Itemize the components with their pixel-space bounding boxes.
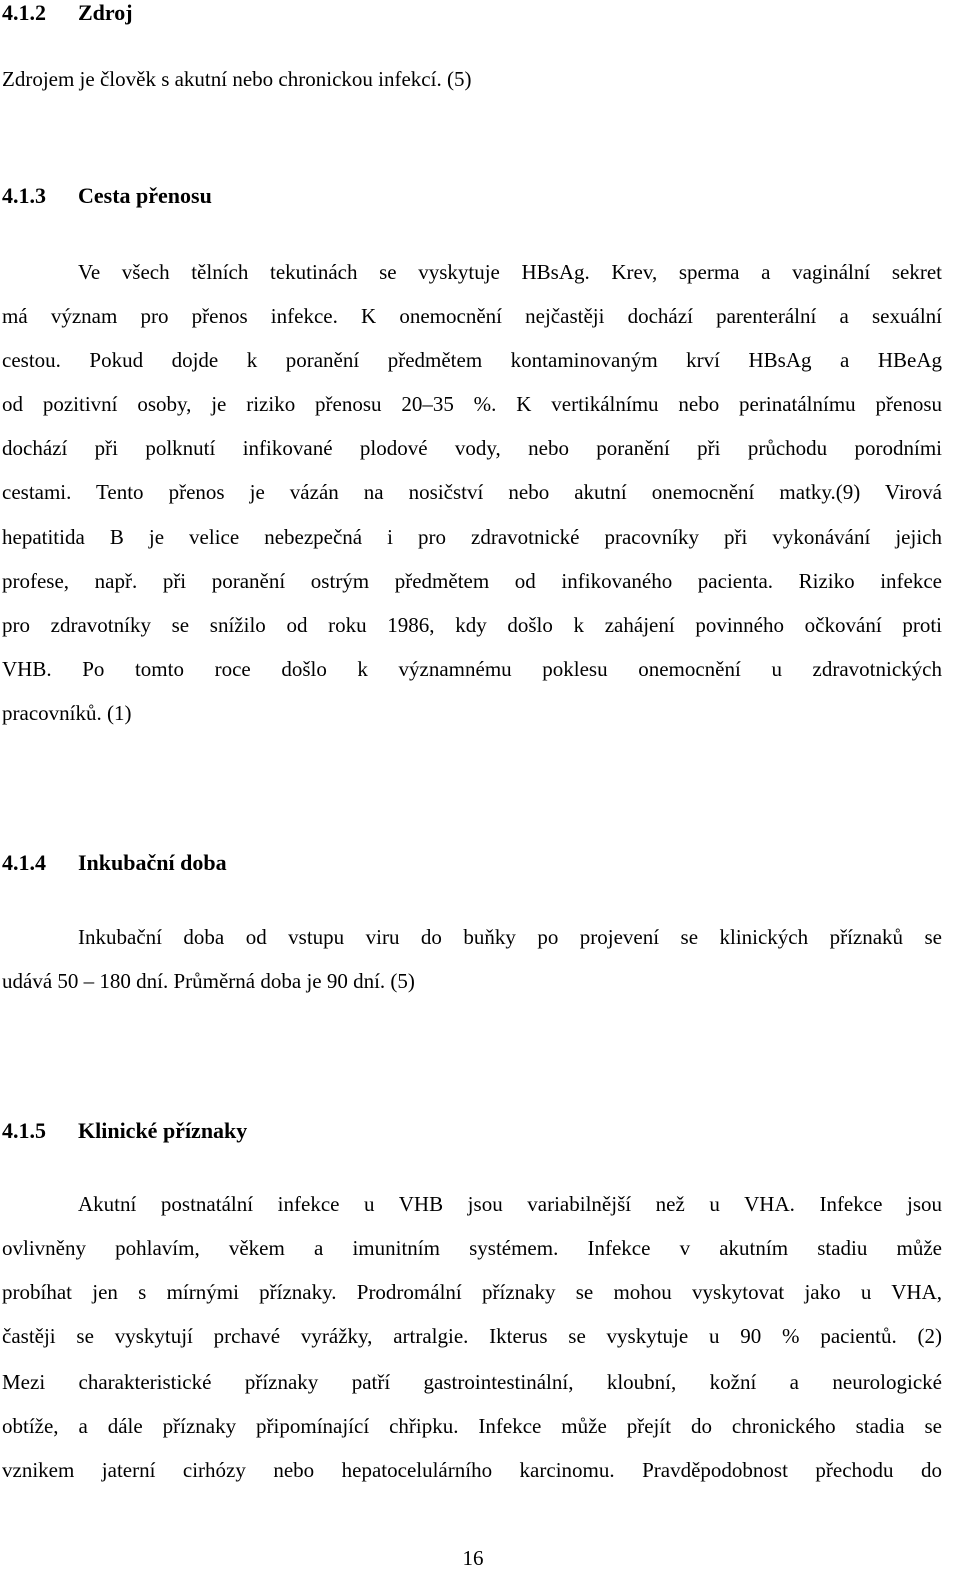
- heading-number: 4.1.3: [2, 183, 46, 208]
- paragraph-line: pracovníků. (1): [2, 701, 132, 725]
- paragraph-line: ovlivněny pohlavím, věkem a imunitním systémem. Infekce v akutním stadiu může: [2, 1236, 942, 1260]
- heading-title: Cesta přenosu: [78, 183, 212, 208]
- paragraph-line: cestou. Pokud dojde k poranění předmětem kontaminovaným krví HBsAg a HBeAg: [2, 348, 942, 372]
- paragraph-line: častěji se vyskytují prchavé vyrážky, artralgie. Ikterus se vyskytuje u 90 % pacientů. (2): [2, 1324, 942, 1348]
- paragraph-line: cestami. Tento přenos je vázán na nosičství nebo akutní onemocnění matky.(9) Virová: [2, 480, 942, 504]
- heading-title: Klinické příznaky: [78, 1118, 248, 1143]
- paragraph-line: od pozitivní osoby, je riziko přenosu 20–35 %. K vertikálnímu nebo perinatálnímu přenosu: [2, 392, 942, 416]
- page-number: 16: [462, 1546, 484, 1570]
- paragraph-line: Mezi charakteristické příznaky patří gastrointestinální, kloubní, kožní a neurologické: [2, 1370, 942, 1394]
- heading-4-1-2: [2, 0, 133, 26]
- heading-4-1-5: [2, 1118, 247, 1144]
- paragraph-line: VHB. Po tomto roce došlo k významnému poklesu onemocnění u zdravotnických: [2, 657, 942, 681]
- paragraph-line: Ve všech tělních tekutinách se vyskytuje HBsAg. Krev, sperma a vaginální sekret: [78, 260, 942, 284]
- heading-4-1-3: [2, 183, 212, 209]
- paragraph-line: vznikem jaterní cirhózy nebo hepatocelulárního karcinomu. Pravděpodobnost přechodu do: [2, 1458, 942, 1482]
- heading-4-1-4: [2, 850, 227, 876]
- paragraph-line: dochází při polknutí infikované plodové vody, nebo poranění při průchodu porodními: [2, 436, 942, 460]
- paragraph-line: hepatitida B je velice nebezpečná i pro zdravotnické pracovníky při vykonávání jejich: [2, 525, 942, 549]
- paragraph-line: pro zdravotníky se snížilo od roku 1986, kdy došlo k zahájení povinného očkování proti: [2, 613, 942, 637]
- paragraph-line: Zdrojem je člověk s akutní nebo chronickou infekcí. (5): [2, 67, 472, 91]
- paragraph-line: má význam pro přenos infekce. K onemocnění nejčastěji dochází parenterální a sexuální: [2, 304, 942, 328]
- heading-number: 4.1.4: [2, 850, 46, 875]
- paragraph-line: udává 50 – 180 dní. Průměrná doba je 90 dní. (5): [2, 969, 415, 993]
- heading-title: Zdroj: [78, 0, 133, 25]
- heading-number: 4.1.5: [2, 1118, 46, 1143]
- paragraph-line: probíhat jen s mírnými příznaky. Prodromální příznaky se mohou vyskytovat jako u VHA,: [2, 1280, 942, 1304]
- paragraph-line: Inkubační doba od vstupu viru do buňky po projevení se klinických příznaků se: [78, 925, 942, 949]
- paragraph-line: profese, např. při poranění ostrým předmětem od infikovaného pacienta. Riziko infekce: [2, 569, 942, 593]
- heading-number: 4.1.2: [2, 0, 46, 25]
- paragraph-line: obtíže, a dále příznaky připomínající chřipku. Infekce může přejít do chronického stadia se: [2, 1414, 942, 1438]
- paragraph-line: Akutní postnatální infekce u VHB jsou variabilnější než u VHA. Infekce jsou: [78, 1192, 942, 1216]
- heading-title: Inkubační doba: [78, 850, 227, 875]
